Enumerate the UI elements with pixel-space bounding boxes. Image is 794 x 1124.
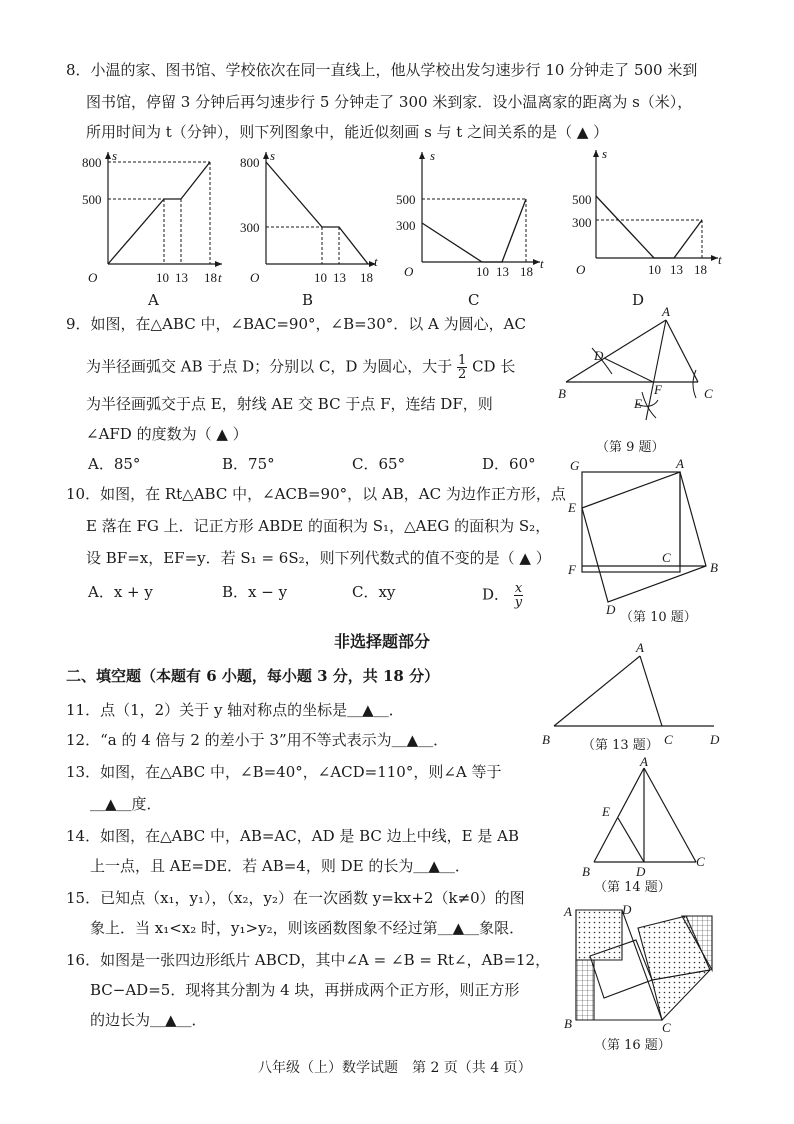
q14-point-b: B bbox=[582, 864, 590, 879]
q10-option-d bbox=[482, 582, 523, 609]
q10-caption: （第 10 题） bbox=[620, 610, 697, 625]
graph-d-axis-t: t bbox=[718, 252, 722, 267]
q9-option-b: B．75° bbox=[222, 455, 275, 473]
q9-frac-den: 2 bbox=[458, 367, 467, 382]
q13-line2: ＿▲＿度． bbox=[90, 795, 162, 813]
graph-c-ytick-2: 300 bbox=[396, 218, 416, 233]
graph-a-axis-t: t bbox=[218, 270, 222, 285]
q9-frac-num: 1 bbox=[458, 353, 467, 368]
q16-point-d: D bbox=[622, 902, 632, 917]
graph-d-origin: O bbox=[576, 262, 586, 277]
q10-option-c: C．xy bbox=[352, 583, 396, 601]
graph-c bbox=[398, 150, 548, 290]
graph-c-origin: O bbox=[404, 264, 414, 279]
q8-line3: 所用时间为 t（分钟），则下列图象中，能近似刻画 s 与 t 之间关系的是（ ▲ ） bbox=[86, 123, 609, 141]
q12-text: 12．“a 的 4 倍与 2 的差小于 3”用不等式表示为＿▲＿． bbox=[66, 731, 449, 749]
q10-line2: E 落在 FG 上．记正方形 ABDE 的面积为 S₁，△AEG 的面积为 S₂， bbox=[86, 517, 551, 535]
graph-d-xtick-2: 13 bbox=[670, 262, 683, 277]
graph-d-label: D bbox=[632, 291, 645, 309]
q15-line2: 象上．当 x₁<x₂ 时，y₁>y₂，则该函数图象不经过第＿▲＿象限． bbox=[90, 919, 525, 937]
graph-b-xtick-1: 10 bbox=[314, 270, 327, 285]
q16-line3: 的边长为＿▲＿． bbox=[90, 1011, 207, 1029]
q9-line4: ∠AFD 的度数为（ ▲ ） bbox=[86, 425, 248, 443]
graph-c-xtick-3: 18 bbox=[520, 264, 533, 279]
q13-line1: 13．如图，在△ABC 中，∠B=40°，∠ACD=110°，则∠A 等于 bbox=[66, 763, 502, 781]
q16-point-b: B bbox=[564, 1016, 572, 1031]
graph-b-axis-t: t bbox=[374, 254, 378, 269]
graph-b bbox=[242, 150, 382, 290]
q16-caption: （第 16 题） bbox=[594, 1038, 671, 1053]
q8-line1: 8．小温的家、图书馆、学校依次在同一直线上，他从学校出发匀速步行 10 分钟走了 500 米到 bbox=[66, 61, 698, 79]
graph-c-axis-s: s bbox=[430, 148, 436, 163]
graph-d-ytick-1: 500 bbox=[572, 192, 592, 207]
graph-a-ytick-2: 500 bbox=[82, 192, 102, 207]
graph-a-label: A bbox=[148, 291, 159, 309]
q9-line2a: 为半径画弧交 AB 于点 D；分别以 C，D 为圆心，大于 bbox=[86, 357, 453, 376]
q14-caption: （第 14 题） bbox=[594, 880, 671, 895]
q13-point-a: A bbox=[636, 640, 644, 655]
graph-b-xtick-2: 13 bbox=[333, 270, 346, 285]
graph-c-xtick-1: 10 bbox=[476, 264, 489, 279]
q16-point-a: A bbox=[564, 904, 572, 919]
graph-d-xtick-1: 10 bbox=[648, 262, 661, 277]
q10-figure bbox=[568, 456, 728, 617]
q10-point-g: G bbox=[570, 458, 580, 473]
q14-point-e: E bbox=[602, 804, 610, 819]
q13-point-b: B bbox=[542, 732, 550, 747]
q10-line3: 设 BF=x，EF=y．若 S₁ = 6S₂，则下列代数式的值不变的是（ ▲ ） bbox=[86, 549, 551, 567]
q9-line3: 为半径画弧交于点 E，射线 AE 交 BC 于点 F，连结 DF，则 bbox=[86, 395, 493, 413]
q10-point-d: D bbox=[606, 602, 616, 617]
q10-option-d-den: y bbox=[514, 595, 523, 610]
q9-caption: （第 9 题） bbox=[596, 440, 665, 455]
part2-header: 二、填空题（本题有 6 小题，每小题 3 分，共 18 分） bbox=[66, 667, 440, 685]
graph-b-ytick-2: 300 bbox=[240, 220, 260, 235]
q16-line1: 16．如图是一张四边形纸片 ABCD，其中∠A = ∠B = Rt∠，AB=12， bbox=[66, 951, 551, 969]
graph-a-xtick-1: 10 bbox=[156, 270, 169, 285]
q9-option-d: D．60° bbox=[482, 455, 536, 473]
q14-point-c: C bbox=[696, 854, 705, 869]
graph-b-axis-s: s bbox=[270, 148, 276, 163]
q9-fraction bbox=[457, 354, 467, 381]
q16-point-c: C bbox=[662, 1020, 671, 1035]
q10-option-d-fraction bbox=[514, 582, 523, 609]
q9-figure bbox=[558, 304, 738, 448]
graph-a-xtick-2: 13 bbox=[175, 270, 188, 285]
q9-point-b: B bbox=[558, 386, 566, 401]
graph-a-xtick-3: 18 bbox=[204, 270, 217, 285]
graph-a-axis-s: s bbox=[112, 148, 118, 163]
graph-c-xtick-2: 13 bbox=[496, 264, 509, 279]
q14-line2: 上一点，且 AE=DE．若 AB=4，则 DE 的长为＿▲＿． bbox=[90, 857, 470, 875]
graph-a-ytick-1: 800 bbox=[82, 155, 102, 170]
q10-option-b: B．x − y bbox=[222, 583, 288, 601]
page-footer: 八年级（上）数学试题 第 2 页（共 4 页） bbox=[258, 1060, 532, 1076]
graph-d-xtick-3: 18 bbox=[694, 262, 707, 277]
q10-point-b: B bbox=[710, 560, 718, 575]
graph-b-label: B bbox=[302, 291, 314, 309]
q11-text: 11．点（1，2）关于 y 轴对称点的坐标是＿▲＿． bbox=[66, 701, 404, 719]
q10-line1: 10．如图，在 Rt△ABC 中，∠ACB=90°，以 AB，AC 为边作正方形，点 bbox=[66, 485, 566, 503]
q14-figure bbox=[580, 754, 730, 879]
graph-d bbox=[572, 146, 722, 290]
q14-point-a: A bbox=[640, 754, 648, 769]
graph-a-origin: O bbox=[88, 270, 98, 285]
q10-option-a: A．x + y bbox=[88, 583, 153, 601]
q10-point-a: A bbox=[676, 456, 684, 471]
graph-d-ytick-2: 300 bbox=[572, 215, 592, 230]
q9-line1: 9．如图，在△ABC 中，∠BAC=90°，∠B=30°．以 A 为圆心，AC bbox=[66, 315, 526, 333]
q10-point-c: C bbox=[662, 550, 671, 565]
q10-point-e: E bbox=[568, 500, 576, 515]
q16-line2: BC−AD=5．现将其分割为 4 块，再拼成两个正方形，则正方形 bbox=[90, 981, 520, 999]
q10-option-d-num: x bbox=[514, 581, 523, 596]
q14-line1: 14．如图，在△ABC 中，AB=AC，AD 是 BC 边上中线，E 是 AB bbox=[66, 827, 520, 845]
q10-option-d-label: D． bbox=[482, 585, 510, 604]
q9-point-c: C bbox=[704, 386, 713, 401]
q8-line2: 图书馆，停留 3 分钟后再匀速步行 5 分钟走了 300 米到家．设小温离家的距离为 s（米）， bbox=[86, 93, 693, 111]
q9-line2b: CD 长 bbox=[472, 357, 516, 376]
graph-c-label: C bbox=[468, 291, 480, 309]
q13-caption: （第 13 题） bbox=[582, 738, 659, 753]
graph-b-xtick-3: 18 bbox=[360, 270, 373, 285]
graph-b-origin: O bbox=[250, 270, 260, 285]
q16-figure bbox=[562, 900, 732, 1035]
q9-option-a: A．85° bbox=[88, 455, 141, 473]
q9-line2 bbox=[86, 354, 515, 381]
q10-point-f: F bbox=[568, 562, 576, 577]
section-title: 非选择题部分 bbox=[334, 632, 431, 651]
graph-a bbox=[84, 150, 224, 290]
graph-b-ytick-1: 800 bbox=[240, 155, 260, 170]
q13-point-c: C bbox=[664, 732, 673, 747]
graph-d-axis-s: s bbox=[602, 146, 608, 161]
q9-point-e: E bbox=[634, 396, 642, 411]
graph-c-ytick-1: 500 bbox=[396, 192, 416, 207]
q9-point-d: D bbox=[594, 348, 604, 363]
q9-point-a: A bbox=[662, 304, 670, 319]
q13-point-d: D bbox=[710, 732, 720, 747]
q14-point-d: D bbox=[636, 864, 646, 879]
graph-c-axis-t: t bbox=[540, 256, 544, 271]
q15-line1: 15．已知点（x₁，y₁），（x₂，y₂）在一次函数 y=kx+2（k≠0）的图 bbox=[66, 889, 525, 907]
q9-point-f: F bbox=[654, 382, 662, 397]
q9-option-c: C．65° bbox=[352, 455, 406, 473]
